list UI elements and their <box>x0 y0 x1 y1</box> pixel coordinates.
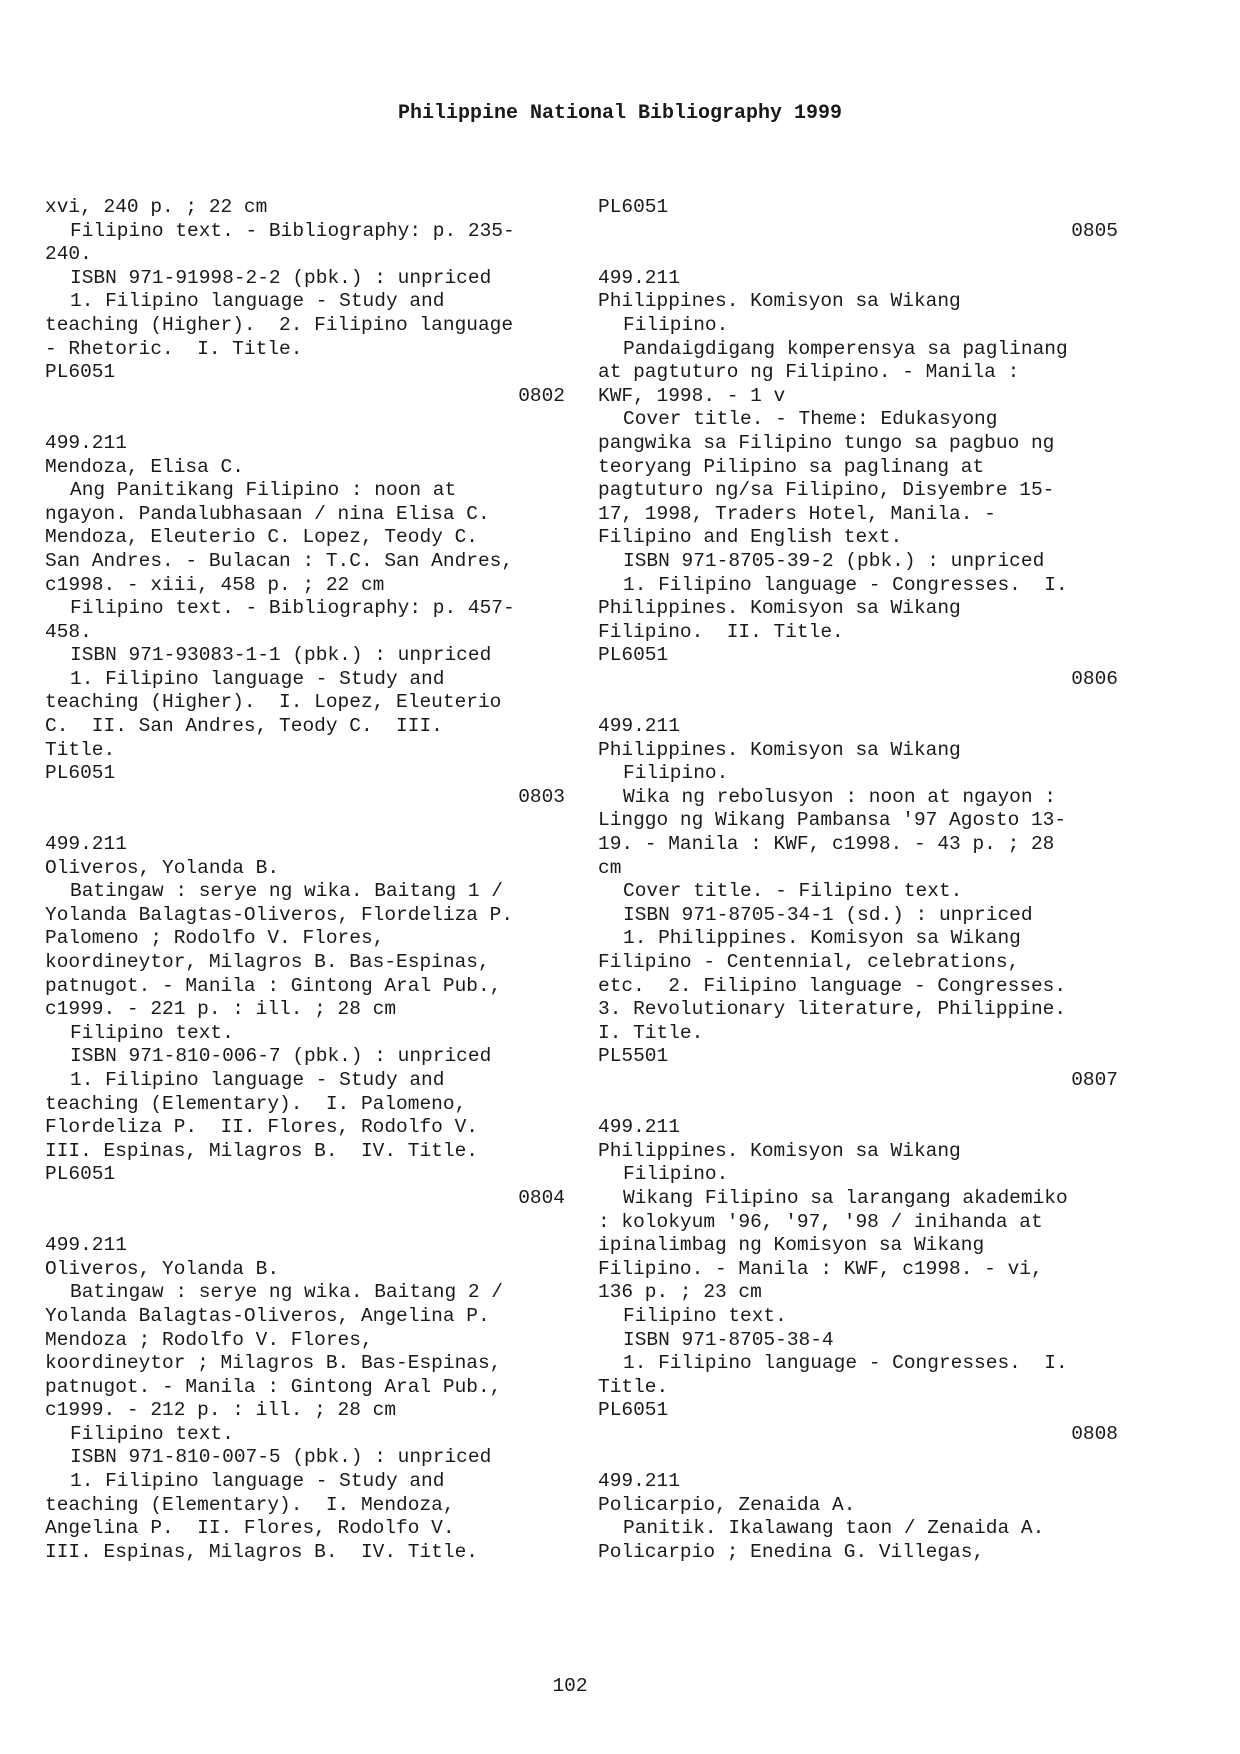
entry-separator <box>598 691 1118 715</box>
bibliography-line: 1. Filipino language - Study and <box>70 290 445 313</box>
bibliography-line: Cover title. - Filipino text. <box>623 880 963 903</box>
bibliography-line: c1998. - xiii, 458 p. ; 22 cm <box>45 573 385 596</box>
bibliography-line: teaching (Elementary). I. Palomeno, <box>45 1092 467 1115</box>
entry-number: 0802 <box>518 384 565 407</box>
bibliography-line: Filipino. II. Title. <box>598 620 844 643</box>
bibliography-line: PL6051 <box>598 196 669 218</box>
bibliography-line: Mendoza, Eleuterio C. Lopez, Teody C. <box>45 526 478 549</box>
bibliography-line: Batingaw : serye ng wika. Baitang 1 / <box>70 880 503 903</box>
bibliography-line: ISBN 971-8705-38-4 <box>623 1328 834 1351</box>
bibliography-line: 1. Filipino language - Congresses. I. <box>623 1352 1068 1375</box>
bibliography-line: Cover title. - Theme: Edukasyong <box>623 408 998 431</box>
bibliography-line: patnugot. - Manila : Gintong Aral Pub., <box>45 974 502 997</box>
bibliography-line: 499.211 <box>45 1234 127 1257</box>
bibliography-line: teaching (Higher). 2. Filipino language <box>45 313 514 336</box>
bibliography-line: Filipino. <box>623 1163 729 1186</box>
entry-number: 0807 <box>1071 1068 1118 1091</box>
bibliography-line: etc. 2. Filipino language - Congresses. <box>598 974 1067 997</box>
bibliography-line: Policarpio ; Enedina G. Villegas, <box>598 1540 985 1563</box>
bibliography-line: Angelina P. II. Flores, Rodolfo V. <box>45 1517 455 1540</box>
bibliography-line: Filipino and English text. <box>598 526 903 549</box>
bibliography-line: Linggo ng Wikang Pambansa '97 Agosto 13- <box>598 809 1067 832</box>
bibliography-line: ngayon. Pandalubhasaan / nina Elisa C. <box>45 502 490 525</box>
bibliography-line: Oliveros, Yolanda B. <box>45 856 280 879</box>
bibliography-line: PL5501 <box>598 1045 669 1068</box>
bibliography-line: Palomeno ; Rodolfo V. Flores, <box>45 927 385 950</box>
bibliography-line: Mendoza ; Rodolfo V. Flores, <box>45 1328 373 1351</box>
bibliography-line: Wikang Filipino sa larangang akademiko <box>623 1186 1068 1209</box>
bibliography-line: PL6051 <box>45 762 116 785</box>
bibliography-line: : kolokyum '96, '97, '98 / inihanda at <box>598 1210 1043 1233</box>
entry-number: 0803 <box>518 785 565 808</box>
bibliography-line: Filipino - Centennial, celebrations, <box>598 951 1020 973</box>
bibliography-line: Batingaw : serye ng wika. Baitang 2 / <box>70 1281 503 1304</box>
bibliography-line: Philippines. Komisyon sa Wikang <box>598 738 961 761</box>
bibliography-line: Philippines. Komisyon sa Wikang <box>598 290 961 313</box>
page-title: Philippine National Bibliography 1999 <box>397 102 843 125</box>
bibliography-line: Ang Panitikang Filipino : noon at <box>70 479 457 502</box>
bibliography-line: III. Espinas, Milagros B. IV. Title. <box>45 1540 478 1563</box>
entry-separator <box>45 408 565 432</box>
bibliography-line: 499.211 <box>598 266 680 289</box>
bibliography-line: 1. Filipino language - Study and <box>70 1068 445 1091</box>
bibliography-line: ISBN 971-8705-39-2 (pbk.) : unpriced <box>623 549 1045 572</box>
bibliography-line: Flordeliza P. II. Flores, Rodolfo V. <box>45 1116 478 1139</box>
bibliography-line: teoryang Pilipino sa paglinang at <box>598 455 985 478</box>
bibliography-line: Policarpio, Zenaida A. <box>598 1493 856 1516</box>
bibliography-line: 1. Filipino language - Study and <box>70 667 445 690</box>
bibliography-line: 240. <box>45 243 92 266</box>
bibliography-line: koordineytor ; Milagros B. Bas-Espinas, <box>45 1352 502 1375</box>
bibliography-line: 3. Revolutionary literature, Philippine. <box>598 998 1067 1021</box>
bibliography-line: 499.211 <box>598 1116 680 1139</box>
bibliography-line: Yolanda Balagtas-Oliveros, Angelina P. <box>45 1304 490 1327</box>
bibliography-line: ISBN 971-810-006-7 (pbk.) : unpriced <box>70 1045 492 1068</box>
bibliography-line: 17, 1998, Traders Hotel, Manila. - <box>598 502 996 525</box>
bibliography-line: Title. <box>598 1375 669 1398</box>
entry-separator <box>45 809 565 833</box>
bibliography-line: Pandaigdigang komperensya sa paglinang <box>623 337 1068 360</box>
bibliography-line: Philippines. Komisyon sa Wikang <box>598 1139 961 1162</box>
entry-number: 0808 <box>1071 1422 1118 1445</box>
bibliography-line: PL6051 <box>598 644 669 667</box>
bibliography-line: teaching (Higher). I. Lopez, Eleuterio <box>45 691 502 714</box>
bibliography-line: Yolanda Balagtas-Oliveros, Flordeliza P. <box>45 903 514 926</box>
bibliography-line: 1. Filipino language - Study and <box>70 1470 445 1493</box>
bibliography-line: Filipino text. - Bibliography: p. 235- <box>70 219 515 242</box>
bibliography-line: I. Title. <box>598 1021 704 1044</box>
bibliography-line: KWF, 1998. - 1 v <box>598 384 786 407</box>
bibliography-line: PL6051 <box>45 361 116 384</box>
bibliography-line: 499.211 <box>45 833 127 856</box>
bibliography-line: Filipino text. <box>623 1304 787 1327</box>
bibliography-line: PL6051 <box>598 1399 669 1422</box>
bibliography-line: 499.211 <box>45 431 127 454</box>
bibliography-line: C. II. San Andres, Teody C. III. <box>45 715 443 738</box>
bibliography-line: Filipino text. <box>70 1021 234 1044</box>
bibliography-line: PL6051 <box>45 1163 116 1186</box>
bibliography-line: - Rhetoric. I. Title. <box>45 337 303 360</box>
bibliography-line: Filipino text. <box>70 1422 234 1445</box>
bibliography-line: xvi, 240 p. ; 22 cm <box>45 196 268 218</box>
bibliography-line: Title. <box>45 738 116 761</box>
entry-separator <box>598 1446 1118 1470</box>
bibliography-line: ISBN 971-93083-1-1 (pbk.) : unpriced <box>70 644 492 667</box>
bibliography-line: koordineytor, Milagros B. Bas-Espinas, <box>45 951 490 973</box>
bibliography-line: Mendoza, Elisa C. <box>45 455 244 478</box>
bibliography-line: 136 p. ; 23 cm <box>598 1281 762 1304</box>
entry-number: 0806 <box>1071 667 1118 690</box>
bibliography-line: Filipino. <box>623 313 729 336</box>
bibliography-line: ipinalimbag ng Komisyon sa Wikang <box>598 1234 985 1257</box>
bibliography-line: Wika ng rebolusyon : noon at ngayon : <box>623 785 1056 808</box>
bibliography-line: 1. Filipino language - Congresses. I. <box>623 573 1068 596</box>
bibliography-line: at pagtuturo ng Filipino. - Manila : <box>598 361 1020 384</box>
bibliography-line: patnugot. - Manila : Gintong Aral Pub., <box>45 1375 502 1398</box>
entry-number: 0804 <box>518 1186 565 1209</box>
entry-separator <box>45 1211 565 1235</box>
bibliography-line: ISBN 971-91998-2-2 (pbk.) : unpriced <box>70 266 492 289</box>
entry-number: 0805 <box>1071 219 1118 242</box>
bibliography-line: cm <box>598 856 622 879</box>
entry-separator <box>598 1093 1118 1117</box>
bibliography-line: Filipino. - Manila : KWF, c1998. - vi, <box>598 1257 1043 1280</box>
bibliography-line: 458. <box>45 620 92 643</box>
bibliography-line: Oliveros, Yolanda B. <box>45 1257 280 1280</box>
bibliography-line: 1. Philippines. Komisyon sa Wikang <box>623 927 1021 950</box>
bibliography-line: pagtuturo ng/sa Filipino, Disyembre 15- <box>598 479 1055 502</box>
bibliography-line: c1999. - 212 p. : ill. ; 28 cm <box>45 1399 397 1422</box>
bibliography-line: 19. - Manila : KWF, c1998. - 43 p. ; 28 <box>598 833 1055 856</box>
bibliography-line: pangwika sa Filipino tungo sa pagbuo ng <box>598 431 1055 454</box>
bibliography-line: San Andres. - Bulacan : T.C. San Andres, <box>45 549 514 572</box>
bibliography-line: Philippines. Komisyon sa Wikang <box>598 597 961 620</box>
bibliography-line: ISBN 971-810-007-5 (pbk.) : unpriced <box>70 1446 492 1469</box>
bibliography-line: Panitik. Ikalawang taon / Zenaida A. <box>623 1517 1045 1540</box>
bibliography-line: c1999. - 221 p. : ill. ; 28 cm <box>45 998 397 1021</box>
entry-separator <box>598 243 1118 267</box>
right-column <box>598 196 1118 1564</box>
left-column <box>45 196 565 1564</box>
bibliography-line: 499.211 <box>598 1470 680 1493</box>
bibliography-line: 499.211 <box>598 715 680 738</box>
bibliography-line: teaching (Elementary). I. Mendoza, <box>45 1493 455 1516</box>
bibliography-line: ISBN 971-8705-34-1 (sd.) : unpriced <box>623 903 1033 926</box>
page-number: 102 <box>552 1675 588 1697</box>
bibliography-line: Filipino. <box>623 762 729 785</box>
bibliography-line: Filipino text. - Bibliography: p. 457- <box>70 597 515 620</box>
bibliography-line: III. Espinas, Milagros B. IV. Title. <box>45 1139 478 1162</box>
